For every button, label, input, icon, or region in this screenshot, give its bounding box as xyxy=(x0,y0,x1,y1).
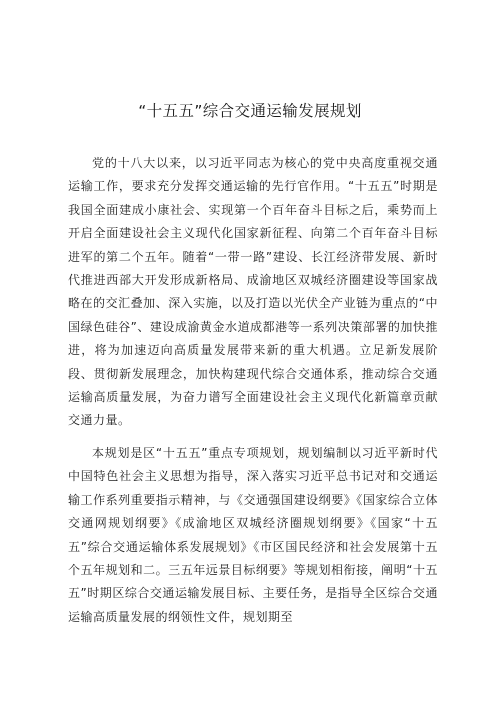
paragraph-plan-scope: 本规划是区“十五五”重点专项规划，规划编制以习近平新时代中国特色社会主义思想为指导，深入落实习近平总书记对和交通运输工作系列重要指示精神，与《交通强国建设纲要》《国家综合立体交通网规划纲要》《成渝地区双城经济圈规划纲要》《国家“十五五”综合交通运输体系发展规划》《市区国民经济和社会发展第十五个五年规划和二。三五年远景目标纲要》等规划相衔接，阐明“十五五”时期区综合交通运输发展目标、主要任务，是指导全区综合交通运输高质量发展的纲领性文件，规划期至 xyxy=(68,445,438,624)
document-body xyxy=(68,152,438,629)
paragraph-intro: 党的十八大以来，以习近平同志为核心的党中央高度重视交通运输工作，要求充分发挥交通运输的先行官作用。“十五五”时期是我国全面建成小康社会、实现第一个百年奋斗目标之后，乘势而上开启全面建设社会主义现代化国家新征程、向第二个百年奋斗目标进军的第二个五年。随着“一带一路”建设、长江经济带发展、新时代推进西部大开发形成新格局、成渝地区双城经济圈建设等国家战略在的交汇叠加、深入实施，以及打造以光伏全产业链为重点的“中国绿色硅谷”、建设成渝黄金水道成都港等一系列决策部署的加快推进，将为加速迈向高质量发展带来新的重大机遇。立足新发展阶段、贯彻新发展理念，加快构建现代综合交通体系，推动综合交通运输高质量发展，为奋力谱写全面建设社会主义现代化新篇章贡献交通力量。 xyxy=(68,156,438,428)
document-title: “十五五”综合交通运输发展规划 xyxy=(138,102,362,120)
